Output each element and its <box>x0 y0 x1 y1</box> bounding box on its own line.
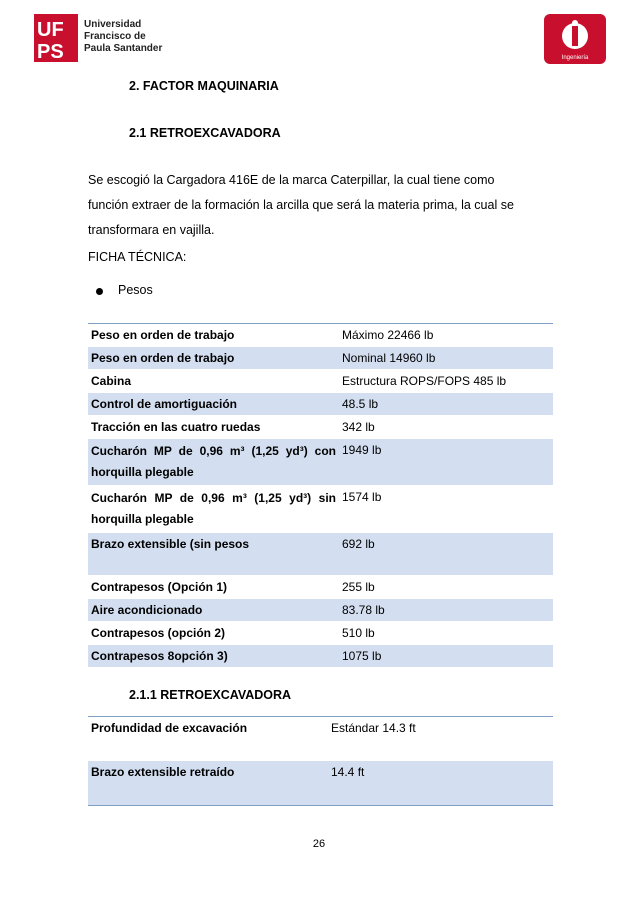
table-cell-key: Cabina <box>88 370 339 393</box>
table-cell-key: Tracción en las cuatro ruedas <box>88 416 339 439</box>
table-row <box>88 486 553 533</box>
weights-table <box>88 323 553 668</box>
table-cell-key: Control de amortiguación <box>88 393 339 416</box>
table-row <box>88 439 553 486</box>
table-cell-value: 14.4 ft <box>328 761 553 806</box>
table-cell-value: 1574 lb <box>339 486 553 533</box>
table-row <box>88 645 553 668</box>
svg-text:Francisco de: Francisco de <box>84 31 146 42</box>
department-logo <box>544 14 606 64</box>
svg-text:Ingeniería: Ingeniería <box>561 55 589 61</box>
ficha-label: FICHA TÉCNICA: <box>88 250 187 264</box>
table-cell-key: Contrapesos (Opción 1) <box>88 576 339 599</box>
table-cell-key: Profundidad de excavación <box>91 721 248 735</box>
table-cell-value: 83.78 lb <box>339 599 553 622</box>
table-cell-value: 510 lb <box>339 622 553 645</box>
table-cell-value: Estructura ROPS/FOPS 485 lb <box>339 370 553 393</box>
table-row <box>88 533 553 576</box>
table-cell-key: Peso en orden de trabajo <box>88 347 339 370</box>
table-cell-value: Nominal 14960 lb <box>339 347 553 370</box>
table-cell-value: 342 lb <box>339 416 553 439</box>
table-row <box>88 347 553 370</box>
table-row <box>88 393 553 416</box>
university-logo <box>34 14 163 63</box>
table-row <box>88 761 553 806</box>
svg-text:UF: UF <box>37 19 64 41</box>
intro-line: transformara en vajilla. <box>88 223 215 237</box>
intro-line: Se escogió la Cargadora 416E de la marca Caterpillar, la cual tiene como <box>88 173 495 187</box>
table-row <box>88 370 553 393</box>
table-cell-key: Cucharón MP de 0,96 m³ (1,25 yd³) sin horquilla plegable <box>88 486 339 533</box>
table-cell-key: Contrapesos 8opción 3) <box>88 645 339 668</box>
table-cell-value: 1949 lb <box>339 439 553 486</box>
intro-paragraph <box>88 168 548 243</box>
table-row <box>88 599 553 622</box>
industrial-engineering-logo-icon <box>544 14 606 64</box>
section-title: 2. FACTOR MAQUINARIA <box>129 79 279 93</box>
table-cell-value: 255 lb <box>339 576 553 599</box>
svg-text:Paula Santander: Paula Santander <box>84 43 163 54</box>
table-cell-value: 692 lb <box>339 533 553 576</box>
subsection-title: 2.1 RETROEXCAVADORA <box>129 126 281 140</box>
table-cell-value: 1075 lb <box>339 645 553 668</box>
bullet-icon <box>96 288 103 295</box>
table-cell-key: Brazo extensible (sin pesos <box>88 533 339 576</box>
excavation-table <box>88 716 553 806</box>
table-row <box>88 324 553 347</box>
intro-line: función extraer de la formación la arcilla que será la materia prima, la cual se <box>88 198 514 212</box>
table-row <box>88 416 553 439</box>
subsubsection-title: 2.1.1 RETROEXCAVADORA <box>129 688 292 702</box>
table-cell-value: 48.5 lb <box>339 393 553 416</box>
page-number: 26 <box>312 838 326 850</box>
bullet-label: Pesos <box>118 283 153 297</box>
svg-text:PS: PS <box>37 41 64 63</box>
svg-text:Universidad: Universidad <box>84 19 142 30</box>
table-cell-value: Estándar 14.3 ft <box>331 721 416 735</box>
table-cell-key: Contrapesos (opción 2) <box>88 622 339 645</box>
table-cell-key: Brazo extensible retraído <box>88 761 328 806</box>
table-cell-key: Peso en orden de trabajo <box>88 324 339 347</box>
table-cell-key: Cucharón MP de 0,96 m³ (1,25 yd³) con horquilla plegable <box>88 439 339 486</box>
table-cell-key: Aire acondicionado <box>88 599 339 622</box>
table-row <box>88 576 553 599</box>
ufps-logo-icon <box>34 14 163 63</box>
table-row <box>88 622 553 645</box>
table-cell-value: Máximo 22466 lb <box>339 324 553 347</box>
table-row <box>88 717 553 762</box>
